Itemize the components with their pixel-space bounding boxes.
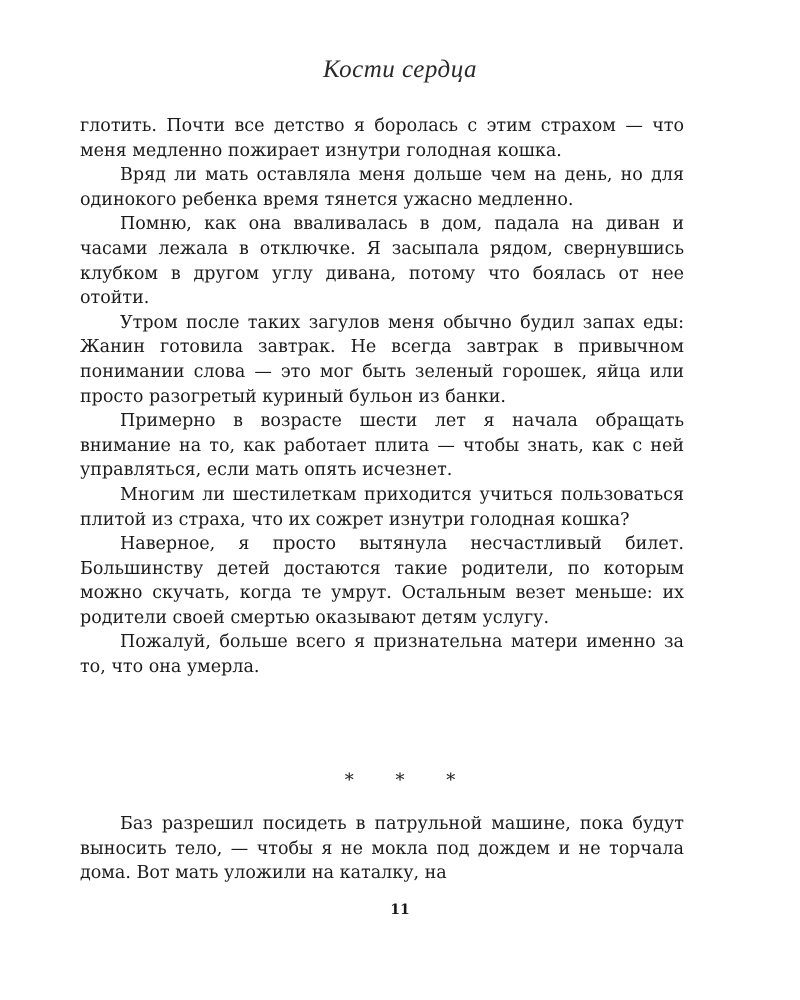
paragraph: Утром после таких загулов меня обычно будил запах еды: Жанин готовила завтрак. Не всегда завтрак в привычном понимании слова — это мог быть зеленый горошек, яйца или просто разогретый куриный бульон из банки. bbox=[80, 312, 684, 407]
main-text bbox=[80, 114, 684, 680]
paragraph: Помню, как она вваливалась в дом, падала на диван и часами лежала в отключке. Я засыпала рядом, свернувшись клубком в другом углу дивана, потому что боялась от нее отойти. bbox=[80, 214, 684, 309]
continued-text bbox=[80, 812, 684, 886]
paragraph: Наверное, я просто вытянула несчастливый билет. Большинству детей достаются такие родители, по которым можно скучать, когда те умрут. Остальным везет меньше: их родители своей смертью оказывают детям услугу. bbox=[80, 534, 684, 628]
paragraph: Баз разрешил посидеть в патрульной машине, пока будут выносить тело, — чтобы я не мокла под дождем и не торчала дома. Вот мать уложили на каталку, на bbox=[80, 814, 684, 884]
paragraph: глотить. Почти все детство я боролась с этим страхом — что меня медленно пожирает изнутри голодная кошка. bbox=[80, 116, 684, 161]
paragraph: Вряд ли мать оставляла меня дольше чем на день, но для одинокого ребенка время тянется ужасно медленно. bbox=[80, 165, 684, 210]
paragraph: Многим ли шестилеткам приходится учиться пользоваться плитой из страха, что их сожрет изнутри голодная кошка? bbox=[80, 484, 684, 530]
section-separator: * * * bbox=[344, 770, 474, 791]
paragraph: Примерно в возрасте шести лет я начала обращать внимание на то, как работает плита — чтобы знать, как с ней управляться, если мать опять исчезнет. bbox=[80, 411, 684, 481]
page-number: 11 bbox=[390, 902, 410, 918]
running-title: Кости сердца bbox=[322, 56, 478, 83]
paragraph: Пожалуй, больше всего я признательна матери именно за то, что она умерла. bbox=[80, 632, 684, 678]
